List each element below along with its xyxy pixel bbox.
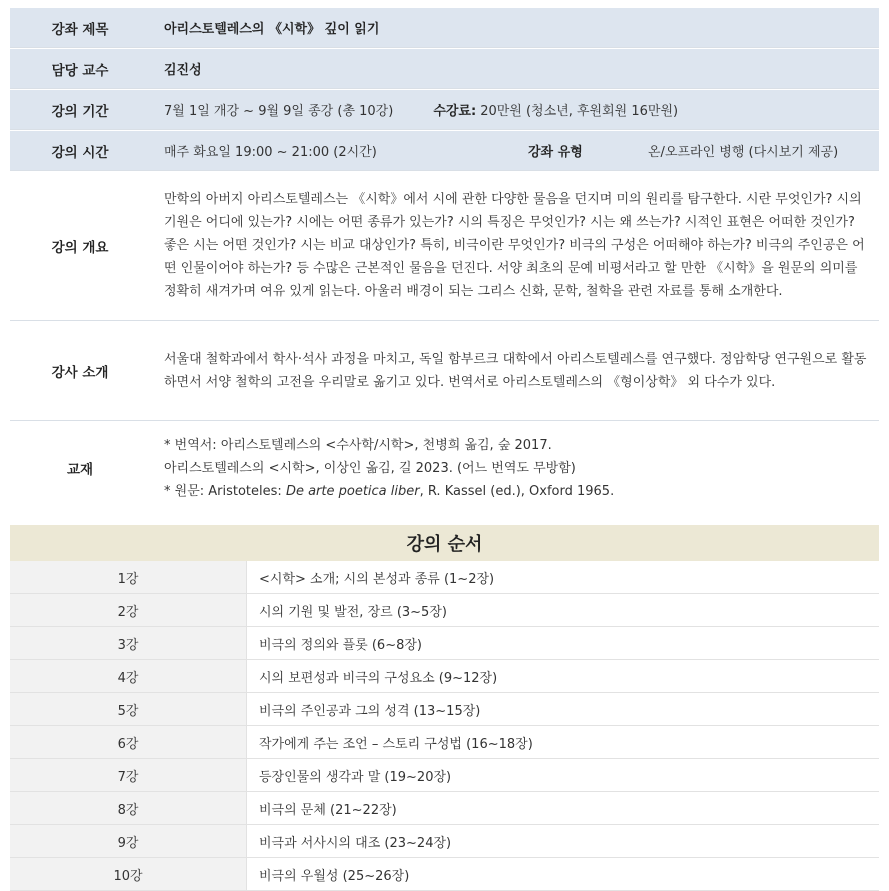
- fee-value: 20만원 (청소년, 후원회원 16만원): [480, 104, 679, 119]
- sequence-number: 9강: [10, 825, 247, 857]
- lecturer-text: 서울대 철학과에서 학사·석사 과정을 마치고, 독일 함부르크 대학에서 아리스토텔레스를 연구했다. 정암학당 연구원으로 활동하면서 서양 철학의 고전을 우리말로 옮기고 있다. 번역서로 아리스토텔레스의 《형이상학》 외 다수가 있다.: [164, 351, 867, 390]
- type-label: 강좌 유형: [528, 145, 583, 160]
- time-label: 강의 시간: [51, 144, 109, 161]
- sequence-number: 8강: [10, 792, 247, 824]
- sequence-row: [10, 858, 879, 891]
- textbook-label: 교재: [66, 462, 94, 478]
- course-page: [10, 8, 879, 891]
- textbook-line-3-prefix: * 원문: Aristoteles:: [164, 483, 286, 499]
- sequence-topic: 비극의 우월성 (25~26장): [259, 868, 410, 884]
- sequence-topic: 비극과 서사시의 대조 (23~24장): [259, 835, 452, 851]
- type-value: 온/오프라인 병행 (다시보기 제공): [648, 145, 839, 160]
- sequence-topic: <시학> 소개; 시의 본성과 종류 (1~2장): [259, 571, 495, 587]
- textbook-row: [10, 421, 879, 515]
- sequence-topic: 비극의 문체 (21~22장): [259, 802, 397, 818]
- textbook-cell: [150, 434, 879, 503]
- period-row: [10, 89, 879, 130]
- sequence-number: 7강: [10, 759, 247, 791]
- textbook-line-3-suffix: , R. Kassel (ed.), Oxford 1965.: [419, 483, 615, 499]
- textbook-line-1: * 번역서: 아리스토텔레스의 <수사학/시학>, 천병희 옮김, 숲 2017.: [164, 437, 552, 453]
- sequence-topic: 시의 기원 및 발전, 장르 (3~5장): [259, 604, 447, 620]
- course-info-table: [10, 8, 879, 515]
- sequence-number: 1강: [10, 561, 247, 593]
- sequence-number: 3강: [10, 627, 247, 659]
- sequence-number: 2강: [10, 594, 247, 626]
- sequence-row: [10, 627, 879, 660]
- sequence-number: 4강: [10, 660, 247, 692]
- textbook-line-3-title: De arte poetica liber: [285, 483, 420, 499]
- sequence-number: 6강: [10, 726, 247, 758]
- fee-label: 수강료:: [433, 104, 477, 119]
- sequence-row: [10, 660, 879, 693]
- sequence-list: [10, 561, 879, 891]
- sequence-topic: 비극의 주인공과 그의 성격 (13~15장): [259, 703, 481, 719]
- professor-label: 담당 교수: [51, 62, 109, 79]
- overview-row: [10, 171, 879, 321]
- sequence-topic: 등장인물의 생각과 말 (19~20장): [259, 769, 452, 785]
- sequence-row: [10, 759, 879, 792]
- sequence-row: [10, 825, 879, 858]
- sequence-number: 5강: [10, 693, 247, 725]
- period-cell: [150, 100, 879, 119]
- time-value: 매주 화요일 19:00 ~ 21:00 (2시간): [164, 145, 377, 160]
- sequence-title: 강의 순서: [10, 525, 879, 561]
- professor-row: [10, 48, 879, 89]
- sequence-row: [10, 594, 879, 627]
- sequence-topic: 비극의 정의와 플롯 (6~8장): [259, 637, 422, 653]
- textbook-line-2: 아리스토텔레스의 <시학>, 이상인 옮김, 길 2023. (어느 번역도 무방함): [164, 460, 576, 476]
- sequence-topic: 작가에게 주는 조언 – 스토리 구성법 (16~18장): [259, 736, 533, 752]
- title-label: 강좌 제목: [51, 21, 109, 38]
- period-label: 강의 기간: [51, 103, 109, 120]
- textbook-line-3: [164, 480, 867, 503]
- lecturer-label: 강사 소개: [51, 364, 109, 381]
- time-row: [10, 130, 879, 171]
- sequence-number: 10강: [10, 858, 247, 890]
- overview-label: 강의 개요: [51, 239, 109, 256]
- sequence-row: [10, 792, 879, 825]
- lecturer-row: [10, 321, 879, 421]
- sequence-row: [10, 561, 879, 594]
- sequence-row: [10, 693, 879, 726]
- overview-text: 만학의 아버지 아리스토텔레스는 《시학》에서 시에 관한 다양한 물음을 던지며 미의 원리를 탐구한다. 시란 무엇인가? 시의 기원은 어디에 있는가? 시에는 어떤 종류가 있는가? 시의 특징은 무엇인가? 시는 왜 쓰는가? 시적인 표현은 어떠한 것인가? 좋은 시는 어떤 것인가? 시는 비교 대상인가? 특히, 비극이란 무엇인가? 비극의 구성은 어떠해야 하는가? 비극의 주인공은 어떤 인물이어야 하는가? 등 수많은 근본적인 물음을 던진다. 서양 최초의 문예 비평서라고 할 만한 《시학》을 원문의 의미를 정확히 새겨가며 여유 있게 읽는다. 아울러 배경이 되는 그리스 신화, 문학, 철학을 관련 자료를 통해 소개한다.: [164, 192, 865, 299]
- sequence-row: [10, 726, 879, 759]
- title-row: [10, 8, 879, 48]
- professor-name: 김진성: [164, 63, 202, 78]
- course-title: 아리스토텔레스의 《시학》 깊이 읽기: [164, 22, 380, 37]
- period-value: 7월 1일 개강 ~ 9월 9일 종강 (총 10강): [164, 104, 394, 119]
- sequence-topic: 시의 보편성과 비극의 구성요소 (9~12장): [259, 670, 498, 686]
